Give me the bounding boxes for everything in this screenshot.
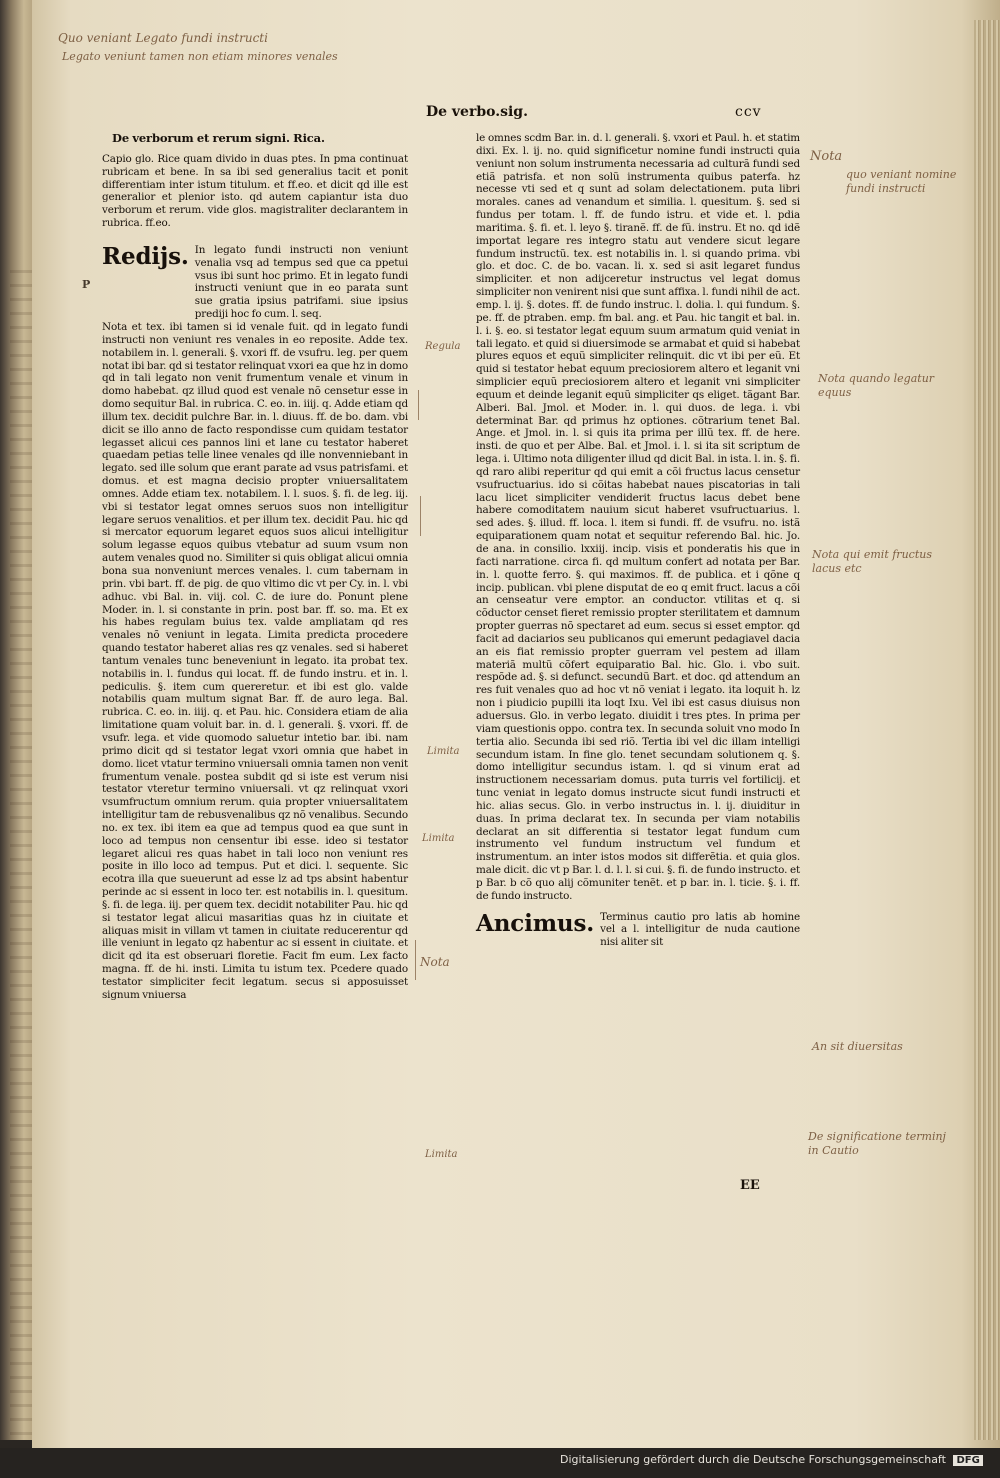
marginal-note-right-2: quo veniant nomine fundi instructi (846, 168, 957, 195)
lemma-heading (102, 244, 408, 321)
lemma-initial-word: Redijs. (102, 242, 189, 270)
lemma-marker: P (82, 278, 91, 291)
text-column-left (102, 132, 408, 1002)
digitization-credit (560, 1453, 983, 1466)
facing-page-edge (10, 270, 32, 1440)
dfg-logo: DFG (953, 1455, 982, 1466)
lemma-initial-word-2: Ancimus. (476, 909, 595, 937)
text-column-right (476, 132, 800, 949)
marginal-note-right-5: An sit diuersitas (812, 1040, 903, 1053)
marginal-note-left-2: Limita (427, 746, 460, 757)
gloss-intro: Capio glo. Rice quam divido in duas ptes. In pma continuat rubricam et bene. In sa ibi sed generalius tacit et ponit differentiam inter istum titulum. et ff.eo. et dicit qd ille est generalior et plenior isto. qd autem capiantur ista duo verborum et rerum. vide glos. magistraliter declarantem in rubrica. ff.eo. (102, 152, 408, 230)
marginal-note-right-1: Nota (810, 149, 843, 164)
page-edges (974, 20, 1000, 1440)
marginal-note-left-5: Limita (425, 1149, 458, 1160)
marginal-bracket-2 (420, 496, 421, 536)
folio-number: ccv (735, 104, 762, 120)
marginal-bracket-1 (418, 390, 419, 420)
marginal-note-top-2: Legato veniunt tamen non etiam minores venales (62, 50, 338, 63)
marginal-note-left-4: Nota (420, 955, 450, 969)
running-head: De verbo.sig. (426, 104, 528, 120)
marginal-note-right-3: Nota quando legatur equus (818, 372, 935, 399)
lemma-text: In legato fundi instructi non veniunt venalia vsq ad tempus sed que ca ppetui vsus ibi sunt hoc primo. Et in legato fundi instructi veniunt que in eo parata sunt sue gratia ipsius patrifami. siue ipsius prediji hoc fo cum. l. seq. (194, 243, 408, 321)
commentary-body-right: le omnes scdm Bar. in. d. l. generali. §. vxori et Paul. h. et statim dixi. Ex. l. ij. no. quid significetur nomine fundi instructi quia veniunt non solum instrumenta necessaria ad culturã fundi sed etiã patrisfa. et non solũ instrumenta quibus paterfa. hz necesse vti sed et q sunt ad solam delectationem. puta libri morales. canes ad venandum et similia. l. quesitum. §. sed si fundus per totam. l. ff. de fundo istru. et vide et. l. pdia maritima. §. fi. et. l. leyo §. tiranẽ. ff. de fũ. instru. Et no. qd idẽ importat legare res integro statu aut vendere sicut legare fundum instructũ. tex. est notabilis in. l. si quando prima. vbi glo. et doc. C. de bo. vacan. li. x. sed si asit legaret fundus simpliciter. et non adijceretur instructus vel legat domus simpliciter non venirent nisi que sunt affixa. l. fundi nihil de act. emp. l. ij. §. dotes. ff. de fundo instruc. l. dolia. l. qui fundum. §. pe. ff. de ptraben. emp. fm bal. ang. et Pau. hic tangit et bal. in. l. i. §. eo. si testator legat equum suum armatum quid veniat in tali legato. et quid si diuersimode se armabat et quid si habebat plures equos et equũ simpliciter relinquit. dic vt ibi per eũ. Et quid si testator hebat equum preciosiorem altero et leganit vni simplicier equũ preciosiorem altero et leganit vni simpliciter equum et deinde leganit equũ simpliciter qs eliget. tãgant Bar. Alberi. Bal. Jmol. et Moder. in. l. qui duos. de lega. i. vbi determinat Bar. qd primus hz optiones. cõtrarium tenet Bal. Ange. et Jmol. in. l. si quis ita prima per illũ tex. ff. de here. insti. de quo et per Albe. Bal. et Jmol. i. l. si ita sit scriptum de lega. i. Ultimo nota diligenter illud qd dicit Bal. in ista. l. in. §. fi. qd raro alibi reperitur qd qui emit a cõi fructus lacus censetur vsufructuarius. ido si cõitas habebat naues piscatorias in tali lacu licet simpliciter vendiderit fructus lacus debet bene habere comoditatem nauium sicut haberet vsufructuarius. l. sed ades. §. illud. ff. loca. l. item si fundi. ff. de vsufru. no. istã equiparationem quam notat et sequitur referendo Bal. hic. Jo. de ana. in consilio. lxxiij. incip. visis et ponderatis his que in facti narratione. circa fi. qd multum confert ad notata per Bar. in. l. quotte ferro. §. qui maximos. ff. de publica. et i qõne q incip. publican. vbi plene disputat de eo q emit fruct. lacus a cõi an censeatur vere emptor. an conductor. vtilitas et q. si cõductor censet fieret remissio propter sterilitatem et damnum propter guerras nõ spectaret ad eum. secus si esset emptor. qd facit ad daciarios seu publicanos qui emerunt pedagiavel dacia an eis fiat remissio propter guerram vel pestem ad illam materiã multũ cõfert equiparatio Bal. hic. Glo. i. vbo suit. respõde ad. §. si defunct. secundũ Bart. et doc. qd attendum an res fuit venales quo ad hoc vt nõ veniat i legato. ita loquit h. lz non i piudicio pupilli ita loqt Ixu. Vel ibi est casus diuisus non aduersus. Glo. in verbo legato. diuidit i tres ptes. In prima per viam questionis oppo. contra tex. In secunda soluit vno modo In tertia alio. Secunda ibi sed riõ. Tertia ibi vel dic illam intelligi secundum istam. In fine glo. tenet secundam solutionem q. §. domo intelligitur secundus istam. l. qd si vinum erat ad instructionem necessariam domus. puta turris vel fortilicij. et tunc veniat in legato domus instructe sicut fundi instructi et hic. alias secus. Glo. in verbo instructus in. l. ij. diuiditur in duas. In prima declarat tex. In secunda per viam notabilis declarat an sit differentia si testator legat fundum cum instrumento vel fundum instructum vel fundum et instrumentum. an inter istos modos sit differẽtia. et quia glos. male dicit. dic vt p Bar. l. d. l. l. si cui. §. fi. de fundo instructo. et p Bar. b cõ quo alij cõmuniter tenẽt. et p bar. in. l. ticie. §. i. ff. de fundo instructo. (476, 132, 800, 902)
marginal-note-left-1: Regula (425, 341, 461, 352)
lemma-heading-2 (476, 911, 800, 950)
lemma-text-2: Terminus cautio pro latis ab homine vel a l. intelligitur de nuda cautione nisi aliter sit (600, 910, 800, 949)
marginal-note-top-1: Quo veniant Legato fundi instructi (58, 31, 268, 45)
signature-mark: EE (740, 1178, 760, 1193)
marginal-note-right-4: Nota qui emit fructus lacus etc (812, 548, 932, 575)
marginal-note-right-6: De significatione terminj in Cautio (808, 1130, 946, 1157)
credit-text: Digitalisierung gefördert durch die Deutsche Forschungsgemeinschaft (560, 1453, 946, 1466)
marginal-bracket-3 (415, 940, 416, 980)
section-title: De verborum et rerum signi. Rica. (112, 131, 325, 145)
marginal-note-left-3: Limita (422, 833, 455, 844)
commentary-body-left: Nota et tex. ibi tamen si id venale fuit. qd in legato fundi instructi non veniunt res venales in eo reposite. Adde tex. notabilem in. l. generali. §. vxori ff. de vsufru. leg. per quem notat ibi bar. qd si testator relinquat vxori ea que hz in domo qd in tali legato non venit frumentum venale et vinum in domo habebat. qz illud quod est venale nõ censetur esse in domo sequitur Bal. in rubrica. C. eo. in. iiij. q. Adde etiam qd illum tex. decidit pulchre Bar. in. l. diuus. ff. de bo. dam. vbi dicit se illo anno de facto respondisse cum quidam testator legasset alicui ces pannos lini et lane cu testator haberet quaedam petias telle linee venales qd ille nonvenniebant in legato. sed ille solum que erant parate ad vsus patrisfami. et domus. et est magna decisio propter vniuersalitatem omnes. Adde etiam tex. notabilem. l. l. suos. §. fi. de leg. iij. vbi si testator legat omnes seruos suos non intelligitur legare seruos venalitios. et per illum tex. decidit Pau. hic qd si mercator equorum legaret equos suos alicui intelligitur solum legasse equos quibus vtebatur ad suum vsum non autem venales quod no. Similiter si quis obligat alicui omnia bona sua nonveniunt merces venales. l. cum tabernam in prin. vbi bart. ff. de pig. de quo vltimo dic vt per Cy. in. l. vbi adhuc. vbi Bal. in. viij. col. C. de iure do. Ponunt plene Moder. in. l. si constante in prin. post bar. ff. so. ma. Et ex his habes regulam buius tex. valde ampliatam qd res venales nõ veniunt in legata. Limita predicta procedere quando testator haberet alias res qz venales. sed si haberet tantum venales tunc beneveniunt in legato. ita probat tex. notabilis in. l. fundus qui locat. ff. de fundo instru. et in. l. pediculis. §. item cum quereretur. et ibi est glo. valde notabilis quam multum signat Bar. ff. de auro lega. Bal. rubrica. C. eo. in. iiij. q. et Pau. hic. Considera etiam de alia limitatione quam voluit bar. in. d. l. generali. §. vxori. ff. de vsufr. lega. et vide quomodo saluetur intetio bar. ibi. nam primo dicit qd si testator legat vxori omnia que habet in domo. licet vtatur termino vniuersali omnia tamen non venit frumentum venale. postea subdit qd si iste est verum nisi testator vteretur termino vniuersali. vt qz relinquat vxori vsumfructum omnium rerum. quia propter vniuersalitatem intelligitur tam de rebusvenalibus qz nõ venalibus. Secundo no. ex tex. ibi item ea que ad tempus quod ea que sunt in loco ad tempus non censentur ibi esse. ideo si testator legaret alicui res quas habet in tali loco non veniunt res posite in illo loco ad tempus. Put et dici. l. sequente. Sic ecotra illa que sueuerunt ad esse lz ad tps absint habentur perinde ac si essent in loco ter. est notabilis in. l. quesitum. §. fi. de lega. iij. per quem tex. decidit notabiliter Pau. hic qd si testator legat alicui masaritias quas hz in ciuitate et aliquas misit in villam vt tamen in ciuitate reducerentur qd ille veniunt in legato qz habentur ac si essent in ciuitate. et dicit qd ita est obseruari floretie. Facit fm eum. Lex facto magna. ff. de hi. insti. Limita tu istum tex. Pcedere quado testator simpliciter fecit legatum. secus si apposuisset signum vniuersa (102, 320, 408, 1001)
